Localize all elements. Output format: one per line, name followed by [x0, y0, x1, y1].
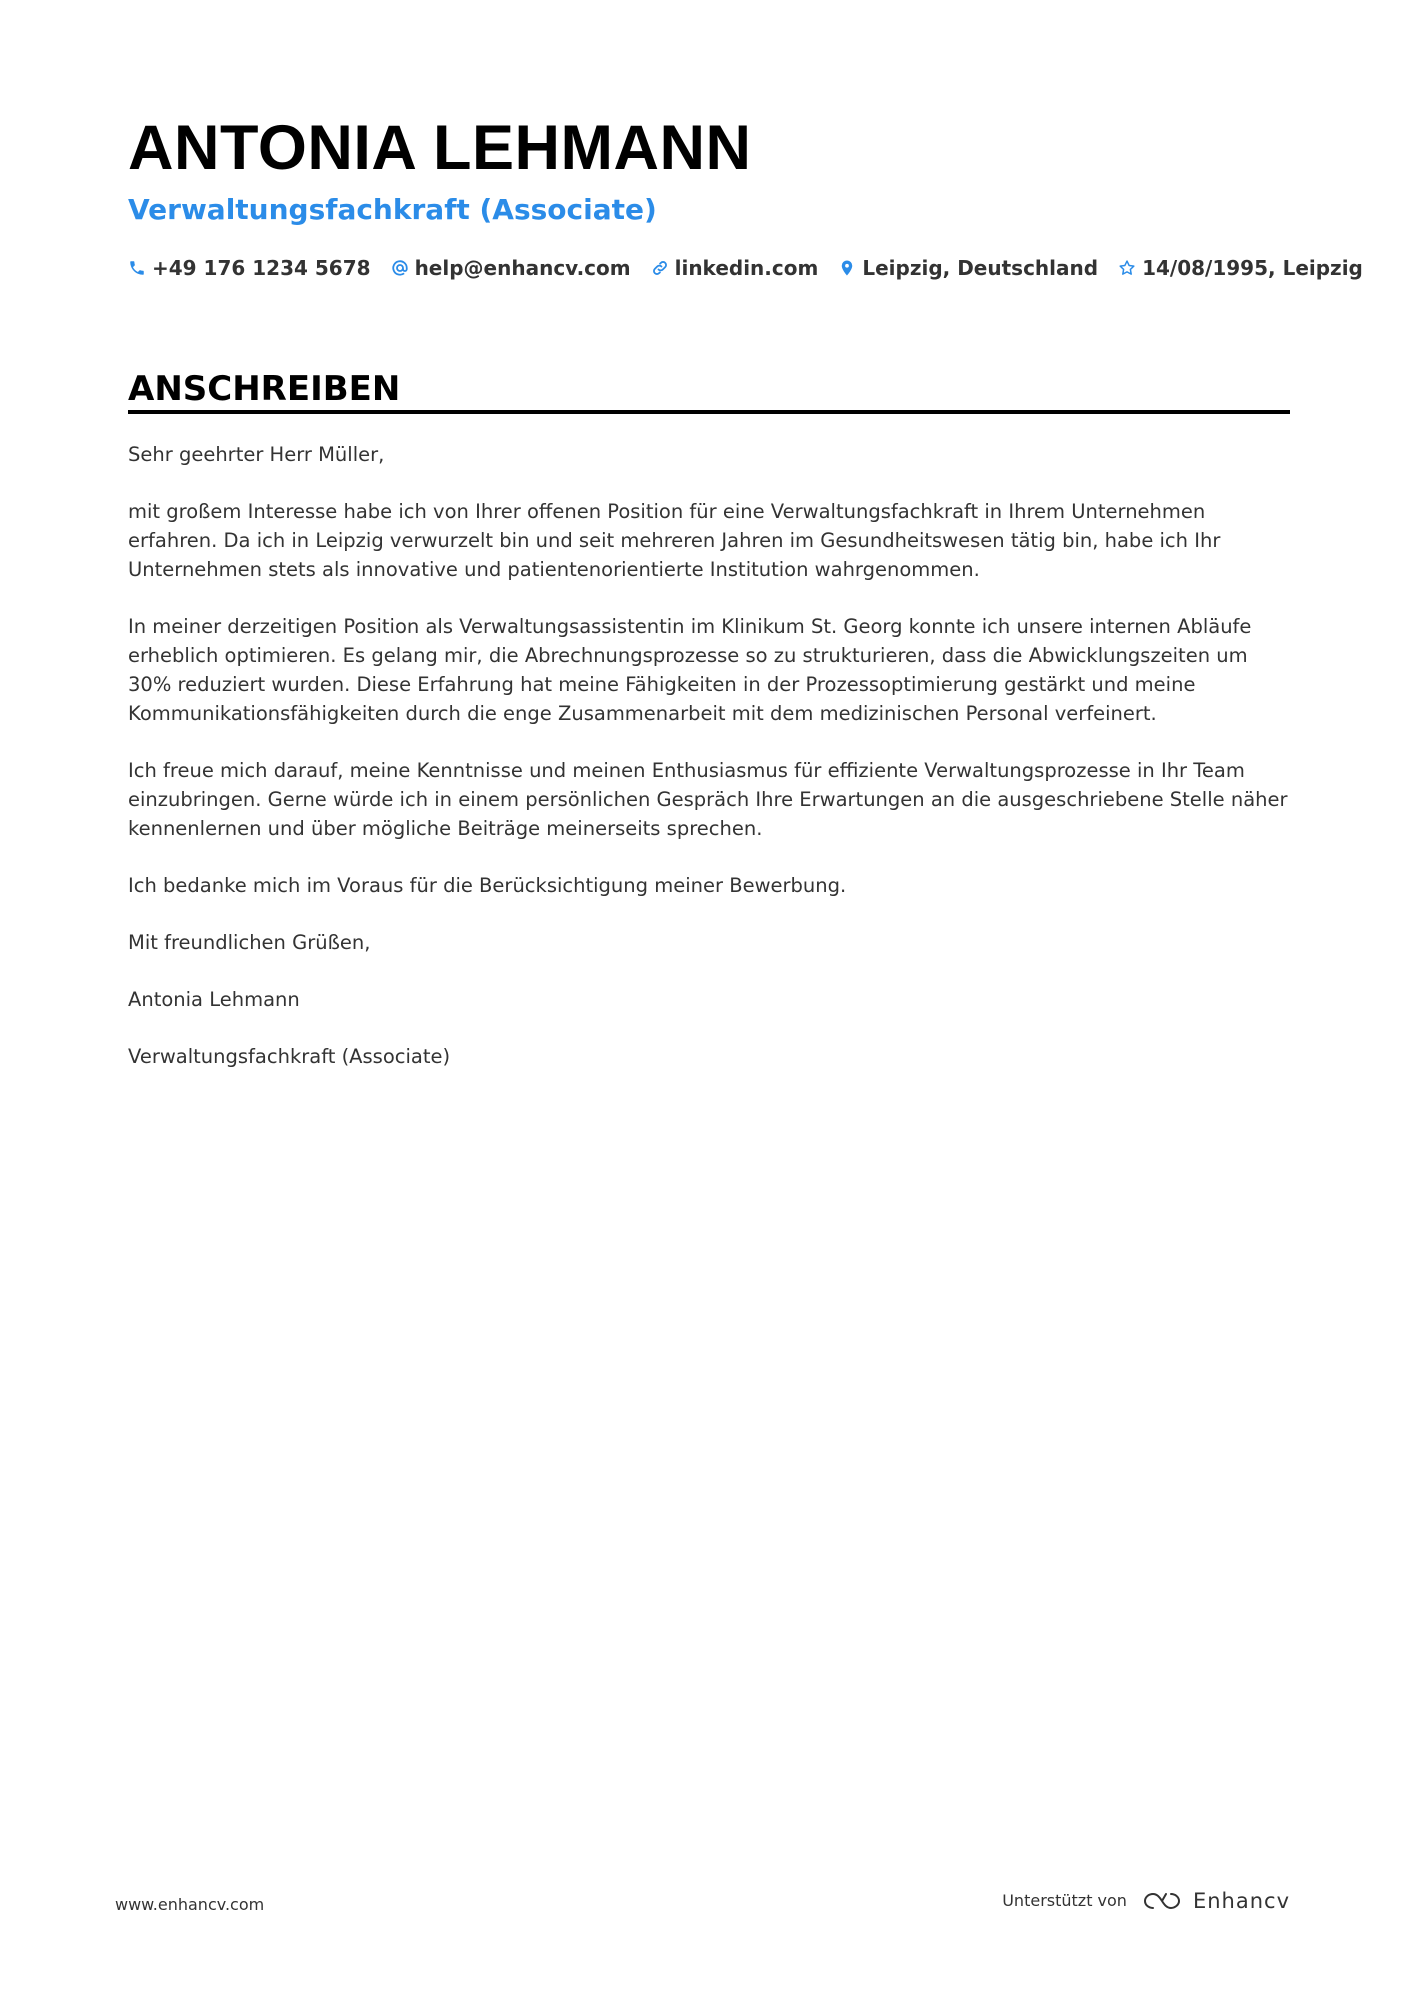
section-title: ANSCHREIBEN — [128, 369, 401, 409]
candidate-name: ANTONIA LEHMANN — [128, 113, 752, 183]
letter-paragraph: In meiner derzeitigen Position als Verwaltungsassistentin im Klinikum St. Georg konnte ich unsere internen Abläufe erheblich optimieren. Es gelang mir, die Abrechnungsprozesse so zu strukturieren, dass die Abwicklungszeiten um 30% reduziert wurden. Diese Erfahrung hat meine Fähigkeiten in der Prozessoptimierung gestärkt und meine Kommunikationsfähigkeiten durch die enge Zusammenarbeit mit dem medizinischen Personal verfeinert. — [128, 615, 1252, 725]
job-title: Verwaltungsfachkraft (Associate) — [128, 193, 657, 226]
at-icon — [391, 259, 409, 277]
letter-body — [128, 440, 1290, 1099]
contact-email — [391, 254, 631, 282]
signature-title: Verwaltungsfachkraft (Associate) — [128, 1045, 451, 1068]
footer-website-link[interactable]: www.enhancv.com — [115, 1895, 265, 1914]
letter-paragraph: mit großem Interesse habe ich von Ihrer offenen Position für eine Verwaltungsfachkraft in Ihrem Unternehmen erfahren. Da ich in Leipzig verwurzelt bin und seit mehreren Jahren im Gesundheitswesen tätig bin, habe ich Ihr Unternehmen stets als innovative und patientenorientierte Institution wahrgenommen. — [128, 500, 1221, 581]
signature-name: Antonia Lehmann — [128, 988, 300, 1011]
contact-linkedin — [651, 254, 819, 282]
contact-location-text: Leipzig, Deutschland — [862, 256, 1099, 280]
link-icon — [651, 259, 669, 277]
location-pin-icon — [838, 259, 856, 277]
contact-linkedin-text: linkedin.com — [674, 256, 819, 280]
powered-by-label: Unterstützt von — [1002, 1891, 1127, 1910]
letter-paragraph: Ich bedanke mich im Voraus für die Berücksichtigung meiner Bewerbung. — [128, 874, 847, 897]
footer-powered-by — [1002, 1888, 1290, 1914]
section-divider — [128, 410, 1290, 414]
letter-closing: Mit freundlichen Grüßen, — [128, 931, 371, 954]
star-icon — [1118, 259, 1136, 277]
brand-name: Enhancv — [1192, 1889, 1290, 1913]
contact-email-text: help@enhancv.com — [414, 256, 631, 280]
contact-birth-text: 14/08/1995, Leipzig — [1142, 256, 1363, 280]
contact-location — [838, 254, 1098, 282]
phone-icon — [128, 259, 146, 277]
contact-phone — [128, 254, 371, 282]
letter-salutation: Sehr geehrter Herr Müller, — [128, 443, 385, 466]
letter-paragraph: Ich freue mich darauf, meine Kenntnisse und meinen Enthusiasmus für effiziente Verwaltungsprozesse in Ihr Team einzubringen. Gerne würde ich in einem persönlichen Gespräch Ihre Erwartungen an die ausgeschriebene Stelle näher kennenlernen und über mögliche Beiträge meinerseits sprechen. — [128, 759, 1288, 840]
contact-birth — [1118, 254, 1363, 282]
enhancv-logo-icon — [1139, 1888, 1185, 1914]
contact-phone-text: +49 176 1234 5678 — [152, 256, 371, 280]
contact-bar — [128, 254, 1383, 282]
